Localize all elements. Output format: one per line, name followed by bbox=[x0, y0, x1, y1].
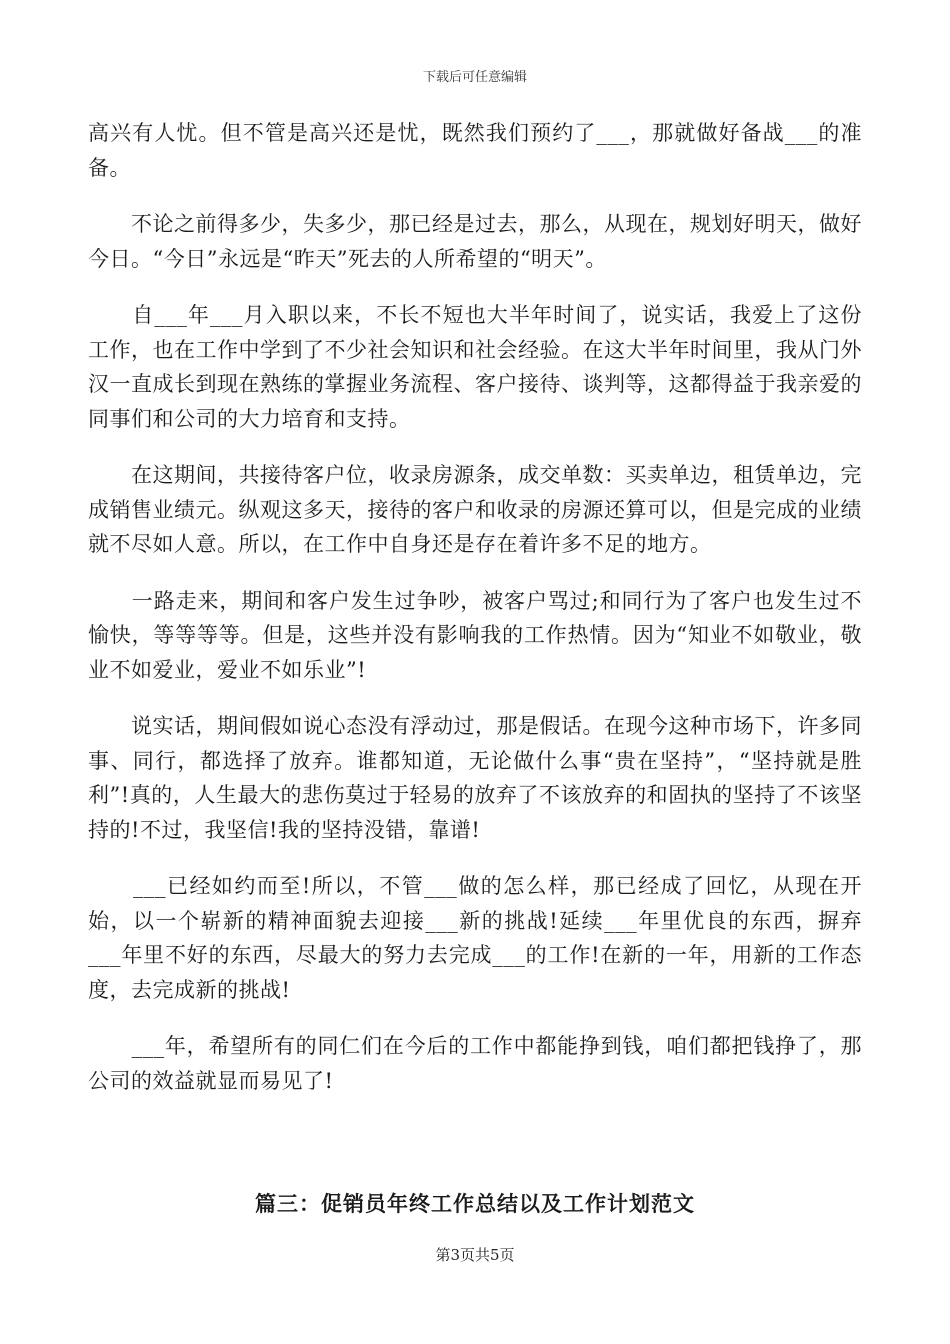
page-header: 下载后可任意编辑 bbox=[422, 70, 527, 85]
paragraph-6: 说实话，期间假如说心态没有浮动过，那是假话。在现今这种市场下，许多同事、同行，都选择了放弃。谁都知道，无论做什么事“贵在坚持”，“坚持就是胜利”!真的，人生最大的悲伤莫过于轻易的放弃了不该放弃的和固执的坚持了不该坚持的!不过，我坚信!我的坚持没错，靠谱! bbox=[88, 714, 862, 842]
paragraph-4: 在这期间，共接待客户位，收录房源条，成交单数：买卖单边，租赁单边，完成销售业绩元。纵观这多天，接待的客户和收录的房源还算可以，但是完成的业绩就不尽如人意。所以，在工作中自身还是存在着许多不足的地方。 bbox=[88, 463, 862, 556]
paragraph-8: ___年，希望所有的同仁们在今后的工作中都能挣到钱，咱们都把钱挣了，那公司的效益就显而易见了! bbox=[88, 1034, 862, 1093]
paragraph-2: 不论之前得多少，失多少，那已经是过去，那么，从现在，规划好明天，做好今日。“今日”永远是“昨天”死去的人所希望的“明天”。 bbox=[88, 212, 862, 271]
page-footer: 第3页共5页 bbox=[435, 1246, 515, 1264]
document-body bbox=[88, 116, 862, 1120]
paragraph-5: 一路走来，期间和客户发生过争吵，被客户骂过;和同行为了客户也发生过不愉快，等等等等。但是，这些并没有影响我的工作热情。因为“知业不如敬业，敬业不如爱业，爱业不如乐业”! bbox=[88, 588, 862, 682]
section-title: 篇三：促销员年终工作总结以及工作计划范文 bbox=[255, 1192, 695, 1216]
paragraph-1: 高兴有人忧。但不管是高兴还是忧，既然我们预约了___，那就做好备战___的准备。 bbox=[88, 121, 862, 180]
paragraph-7: ___已经如约而至!所以，不管___做的怎么样，那已经成了回忆，从现在开始，以一个崭新的精神面貌去迎接___新的挑战!延续___年里优良的东西，摒弃___年里不好的东西，尽最大的努力去完成___的工作!在新的一年，用新的工作态度，去完成新的挑战! bbox=[88, 874, 862, 1002]
paragraph-3: 自___年___月入职以来，不长不短也大半年时间了，说实话，我爱上了这份工作，也在工作中学到了不少社会知识和社会经验。在这大半年时间里，我从门外汉一直成长到现在熟练的掌握业务流程、客户接待、谈判等，这都得益于我亲爱的同事们和公司的大力培育和支持。 bbox=[88, 303, 862, 431]
